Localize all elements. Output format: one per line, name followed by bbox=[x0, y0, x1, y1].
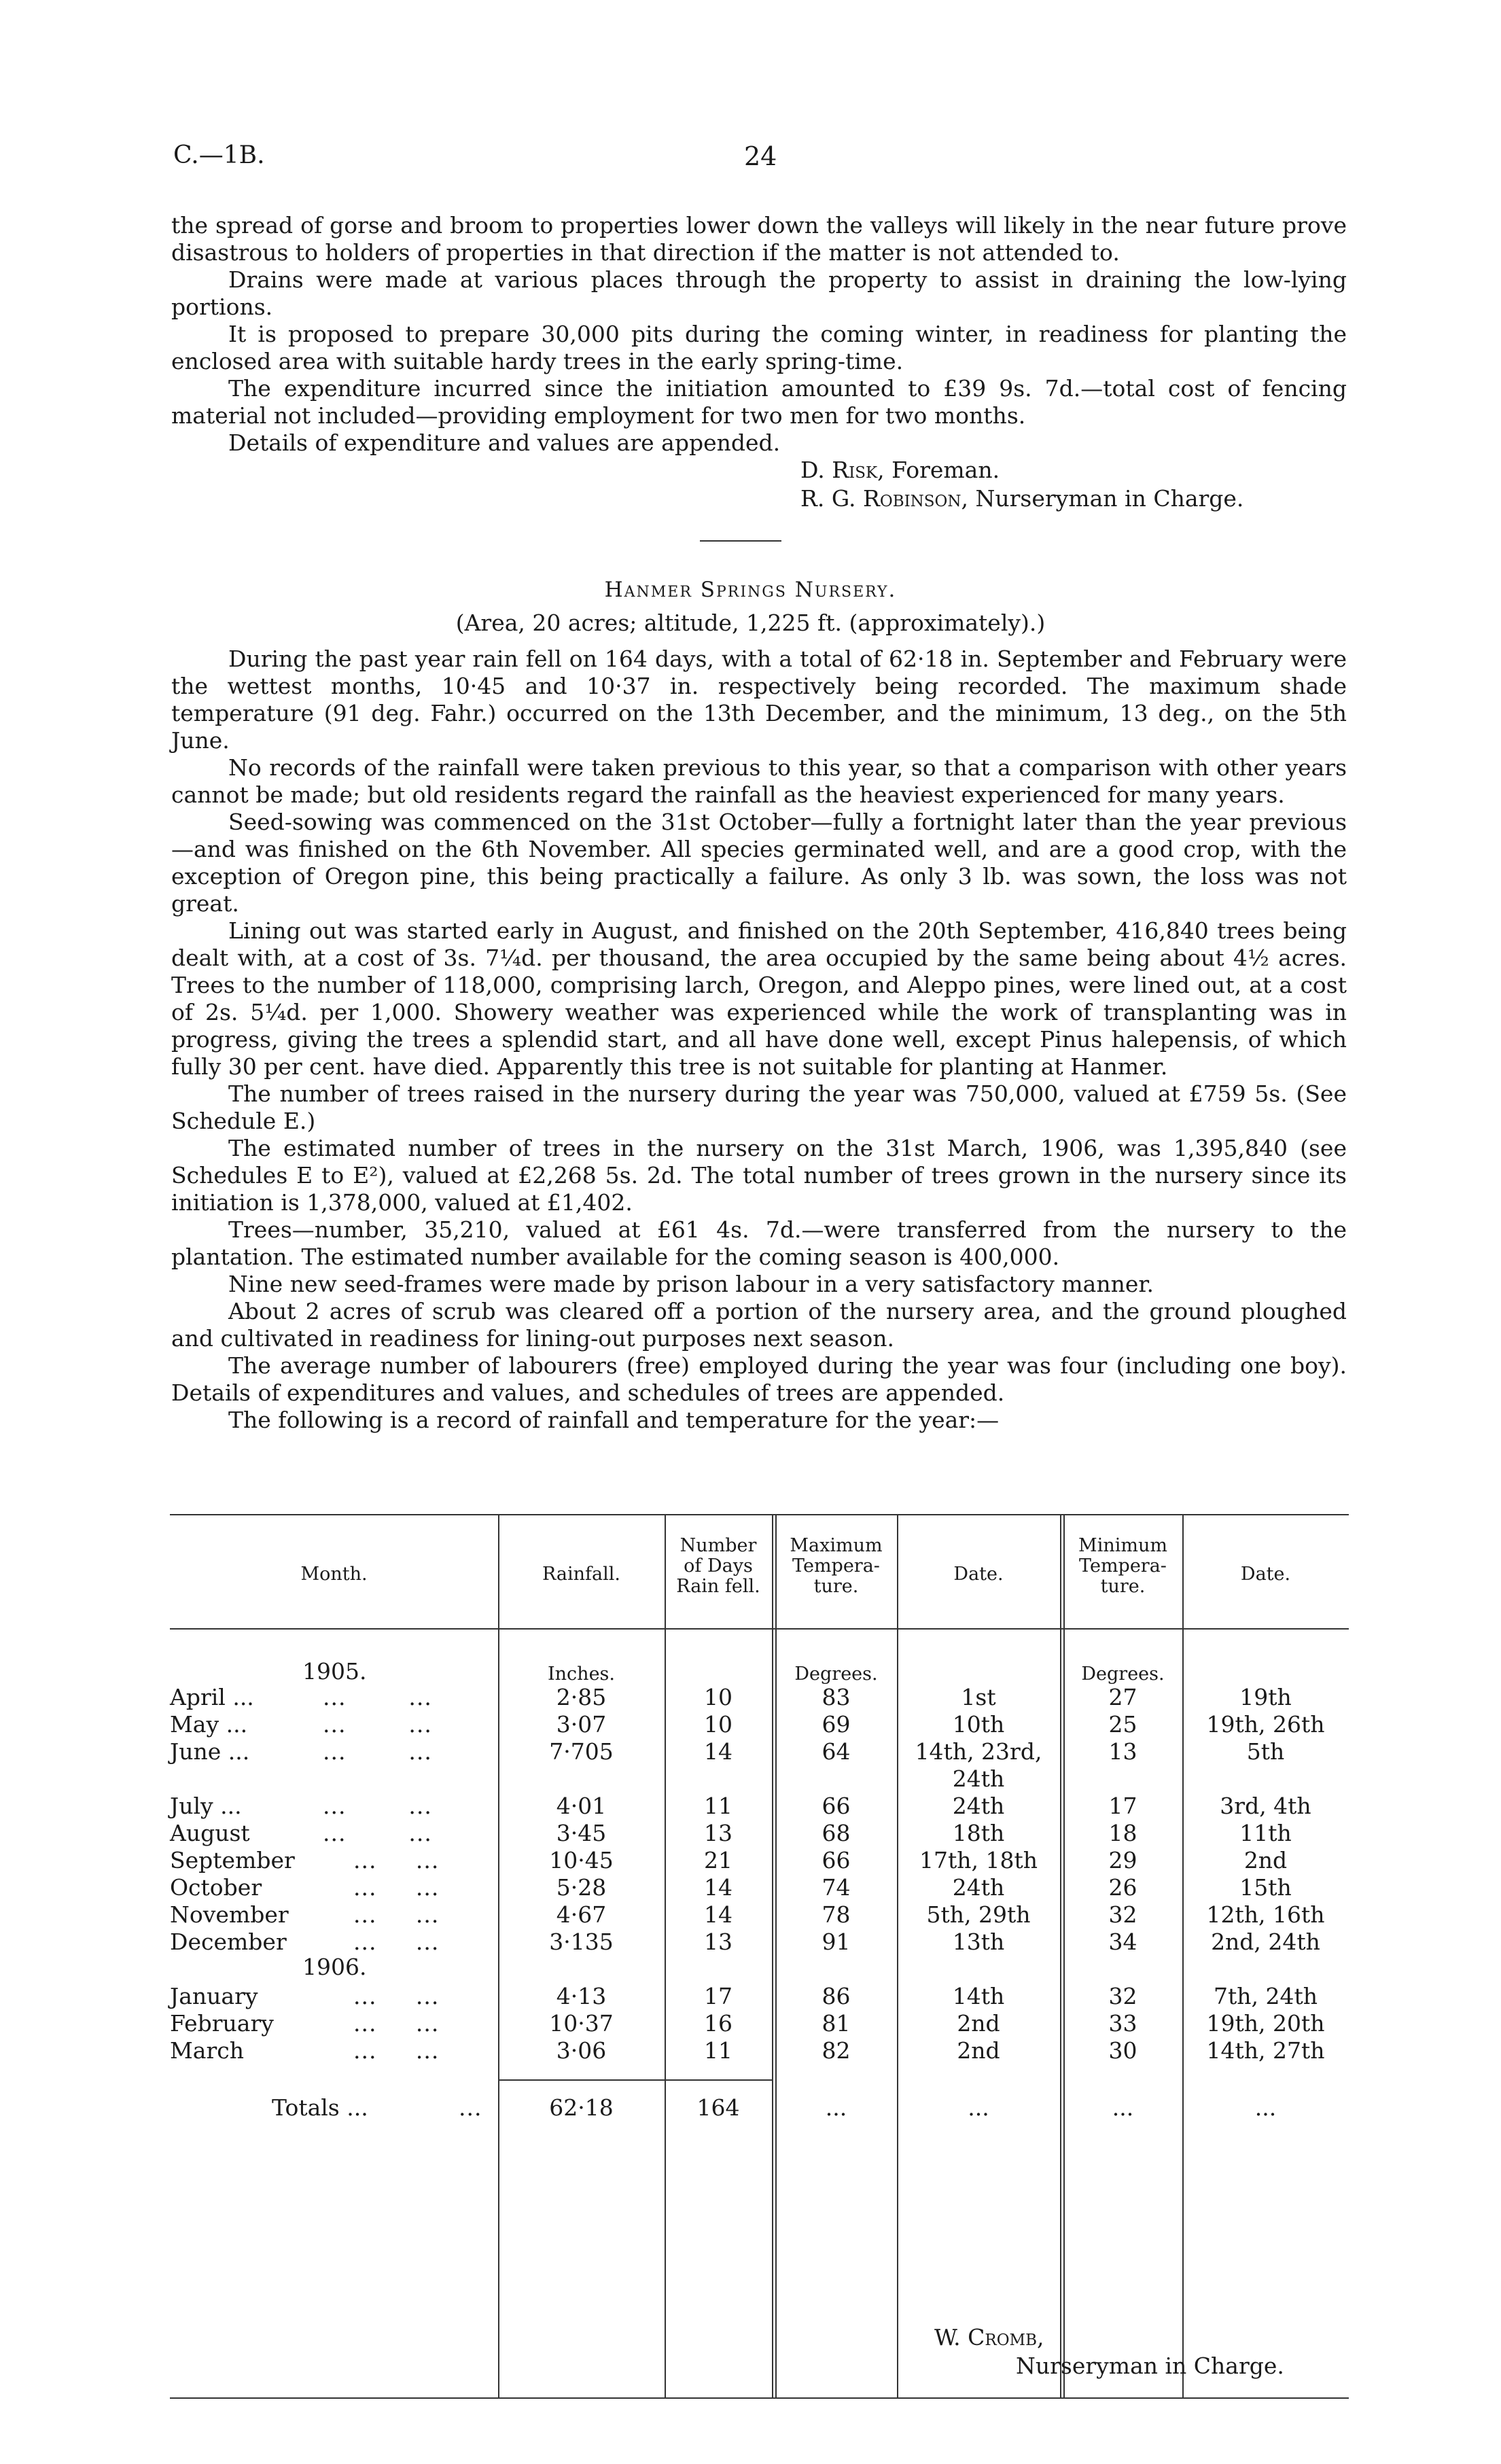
page-header bbox=[173, 141, 1335, 182]
paragraph: The following is a record of rainfall and temperature for the year:— bbox=[228, 1407, 1000, 1433]
date-cell: 11th bbox=[1239, 1820, 1292, 1846]
dot-leader: ... ... bbox=[323, 1793, 432, 1819]
days-cell: 10 bbox=[704, 1684, 732, 1710]
total-rainfall: 62·18 bbox=[549, 2094, 614, 2121]
date-cell: 19th, 26th bbox=[1206, 1711, 1325, 1738]
date-cell: 14th, 27th bbox=[1206, 2037, 1325, 2064]
header-line: of Days bbox=[684, 1555, 753, 1577]
paragraph: About 2 acres of scrub was cleared off a portion of the nursery area, and the ground ploughed and cultivated in readiness for lining-out purposes next season. bbox=[171, 1298, 1347, 1352]
paragraph: The estimated number of trees in the nursery on the 31st March, 1906, was 1,395,840 (see Schedules E to E²), valued at £2,268 5s. 2d. The total number of trees grown in the nursery since its initiation is 1,378,000, valued at £1,402. bbox=[171, 1135, 1347, 1216]
month-cell: December bbox=[170, 1929, 287, 1955]
days-cell: 17 bbox=[704, 1983, 732, 2009]
min-cell: 27 bbox=[1108, 1684, 1137, 1710]
days-cell: 21 bbox=[704, 1847, 732, 1873]
min-cell: 32 bbox=[1108, 1983, 1137, 2009]
dot-leader: ... ... bbox=[353, 1901, 440, 1928]
days-cell: 14 bbox=[704, 1901, 732, 1928]
signature-nurseryman bbox=[800, 485, 1243, 512]
date-cell: 15th bbox=[1239, 1874, 1292, 1901]
totals-label: Totals ... bbox=[272, 2094, 368, 2121]
page-number: 24 bbox=[744, 141, 777, 171]
header-max-temp bbox=[775, 1536, 897, 1597]
table-header-rule bbox=[170, 1628, 1349, 1630]
days-cell: 14 bbox=[704, 1874, 732, 1901]
month-cell: April ... bbox=[170, 1684, 254, 1710]
month-cell: January bbox=[170, 1983, 258, 2009]
days-cell: 13 bbox=[704, 1929, 732, 1955]
header-line: ture. bbox=[1100, 1576, 1146, 1597]
max-cell: 66 bbox=[822, 1793, 851, 1819]
min-cell: 25 bbox=[1108, 1711, 1137, 1738]
header-line: Number bbox=[679, 1535, 757, 1556]
rainfall-cell: 4·67 bbox=[556, 1901, 607, 1928]
signature-comma: , bbox=[1037, 2324, 1044, 2351]
date-cell: 13th bbox=[952, 1929, 1005, 1955]
paragraph: The expenditure incurred since the initiation amounted to £39 9s. 7d.—total cost of fencing material not included—providing employment for two men for two months. bbox=[171, 375, 1347, 429]
month-cell: May ... bbox=[170, 1711, 248, 1738]
date-cell: 2nd bbox=[957, 2037, 1000, 2064]
days-cell: 11 bbox=[704, 1793, 732, 1819]
date-cell: 14th, 23rd, bbox=[915, 1738, 1042, 1765]
header-rainfall: Rainfall. bbox=[542, 1564, 620, 1585]
month-cell: March bbox=[170, 2037, 244, 2064]
header-date-min: Date. bbox=[1240, 1564, 1291, 1585]
dot-leader: ... ... bbox=[353, 1847, 440, 1873]
header-line: ture. bbox=[813, 1576, 859, 1597]
paragraph: Seed-sowing was commenced on the 31st October—fully a fortnight later than the year previous—and was finished on the 6th November. All species germinated well, and are a good crop, with the exception of Oregon pine, this being practically a failure. As only 3 lb. was sown, the loss was not great. bbox=[171, 809, 1347, 917]
dot-leader: ... ... bbox=[353, 1983, 440, 2009]
min-cell: 13 bbox=[1108, 1738, 1137, 1765]
rainfall-cell: 3·135 bbox=[549, 1929, 614, 1955]
signatory-name: R. G. Robinson bbox=[800, 485, 961, 512]
signature-foreman bbox=[800, 457, 1000, 484]
paragraph: Lining out was started early in August, and finished on the 20th September, 416,840 trees being dealt with, at a cost of 3s. 7¼d. per thousand, the area occupied by the same being about 4½ acres. Trees to the number of 118,000, comprising larch, Oregon, and Aleppo pines, were lined out, at a cost of 2s. 5¼d. per 1,000. Showery weather was experienced while the work of transplanting was in progress, giving the trees a splendid start, and all have done well, except Pinus halepensis, of which fully 30 per cent. have died. Apparently this tree is not suitable for planting at Hanmer. bbox=[171, 917, 1347, 1080]
signatory-name: D. Risk bbox=[800, 457, 878, 483]
max-cell: 91 bbox=[822, 1929, 851, 1955]
rainfall-cell: 3·45 bbox=[556, 1820, 607, 1846]
paragraph: During the past year rain fell on 164 days, with a total of 62·18 in. September and February were the wettest months, 10·45 and 10·37 in. respectively being recorded. The maximum shade temperature (91 deg. Fahr.) occurred on the 13th December, and the minimum, 13 deg., on the 5th June. bbox=[171, 646, 1347, 754]
month-cell: February bbox=[170, 2010, 274, 2037]
max-cell: 78 bbox=[822, 1901, 851, 1928]
max-cell: 86 bbox=[822, 1983, 851, 2009]
rainfall-temperature-table bbox=[170, 1509, 1349, 2121]
min-cell: 26 bbox=[1108, 1874, 1137, 1901]
rainfall-cell: 3·06 bbox=[556, 2037, 607, 2064]
date-cell: 12th, 16th bbox=[1206, 1901, 1325, 1928]
totals-rule bbox=[498, 2079, 772, 2081]
header-min-temp bbox=[1063, 1536, 1182, 1597]
total-min: ... bbox=[1112, 2094, 1134, 2121]
header-date-max: Date. bbox=[953, 1564, 1004, 1585]
rainfall-cell: 3·07 bbox=[556, 1711, 607, 1738]
date-cell: 24th bbox=[952, 1874, 1005, 1901]
date-cell: 14th bbox=[952, 1983, 1005, 2009]
days-cell: 14 bbox=[704, 1738, 732, 1765]
max-cell: 83 bbox=[822, 1684, 851, 1710]
year-label: 1906. bbox=[302, 1954, 367, 1980]
column-rule bbox=[775, 1514, 777, 2397]
header-days bbox=[665, 1536, 772, 1597]
signatory-role: , Nurseryman in Charge. bbox=[961, 485, 1244, 512]
paragraph: Drains were made at various places through the property to assist in draining the low-lying portions. bbox=[171, 266, 1347, 320]
date-cell: 19th, 20th bbox=[1206, 2010, 1325, 2037]
header-line: Rain fell. bbox=[676, 1576, 760, 1597]
header-month: Month. bbox=[300, 1564, 368, 1585]
date-cell: 5th, 29th bbox=[926, 1901, 1031, 1928]
days-cell: 10 bbox=[704, 1711, 732, 1738]
signature-bottom-name bbox=[934, 2324, 1044, 2351]
table-top-rule bbox=[170, 1514, 1349, 1515]
month-cell: November bbox=[170, 1901, 289, 1928]
paragraph: the spread of gorse and broom to properties lower down the valleys will likely in the near future prove disastrous to holders of properties in that direction if the matter is not attended to. bbox=[171, 212, 1347, 266]
section-title: Hanmer Springs Nursery. bbox=[604, 578, 897, 602]
days-cell: 11 bbox=[704, 2037, 732, 2064]
date-cell: 10th bbox=[952, 1711, 1005, 1738]
total-max: ... bbox=[825, 2094, 847, 2121]
date-cell: 2nd bbox=[957, 2010, 1000, 2037]
paragraph: Details of expenditure and values are appended. bbox=[228, 429, 781, 456]
paragraph: The number of trees raised in the nursery during the year was 750,000, valued at £759 5s. (See Schedule E.) bbox=[171, 1080, 1347, 1134]
intro-text bbox=[171, 212, 1347, 457]
units-rainfall: Inches. bbox=[548, 1664, 615, 1685]
max-cell: 69 bbox=[822, 1711, 851, 1738]
section-divider bbox=[700, 540, 781, 542]
date-cell: 5th bbox=[1246, 1738, 1285, 1765]
dot-leader: ... ... bbox=[353, 1929, 440, 1955]
rainfall-cell: 7·705 bbox=[549, 1738, 614, 1765]
paragraph: Nine new seed-frames were made by prison labour in a very satisfactory manner. bbox=[228, 1271, 1154, 1297]
date-cell: 18th bbox=[952, 1820, 1005, 1846]
date-cell: 7th, 24th bbox=[1214, 1983, 1318, 2009]
month-cell: September bbox=[170, 1847, 295, 1873]
column-rule bbox=[1060, 1514, 1061, 2397]
signature-bottom-role: Nurseryman in Charge. bbox=[1016, 2353, 1284, 2379]
rainfall-cell: 10·45 bbox=[549, 1847, 614, 1873]
rainfall-cell: 10·37 bbox=[549, 2010, 614, 2037]
column-rule bbox=[1182, 1514, 1184, 2397]
total-date: ... bbox=[968, 2094, 989, 2121]
date-cell-continued: 24th bbox=[952, 1765, 1005, 1792]
month-cell: July ... bbox=[170, 1793, 242, 1819]
rainfall-cell: 4·01 bbox=[556, 1793, 607, 1819]
column-rule bbox=[498, 1514, 499, 2397]
header-line: Tempera- bbox=[792, 1555, 880, 1577]
rainfall-cell: 2·85 bbox=[556, 1684, 607, 1710]
days-cell: 13 bbox=[704, 1820, 732, 1846]
paragraph: No records of the rainfall were taken previous to this year, so that a comparison with other years cannot be made; but old residents regard the rainfall as the heaviest experienced for many years. bbox=[171, 754, 1347, 808]
dot-leader: ... ... bbox=[353, 2037, 440, 2064]
dot-leader: ... ... bbox=[353, 2010, 440, 2037]
dot-leader: ... bbox=[459, 2094, 482, 2121]
rainfall-cell: 4·13 bbox=[556, 1983, 607, 2009]
min-cell: 32 bbox=[1108, 1901, 1137, 1928]
rainfall-cell: 5·28 bbox=[556, 1874, 607, 1901]
column-rule bbox=[1063, 1514, 1065, 2397]
min-cell: 17 bbox=[1108, 1793, 1137, 1819]
min-cell: 33 bbox=[1108, 2010, 1137, 2037]
column-rule bbox=[897, 1514, 898, 2397]
table-bottom-rule bbox=[170, 2397, 1349, 2399]
header-line: Tempera- bbox=[1079, 1555, 1167, 1577]
section-body bbox=[171, 646, 1347, 1434]
dot-leader: ... ... bbox=[323, 1711, 432, 1738]
column-rule bbox=[665, 1514, 666, 2397]
min-cell: 18 bbox=[1108, 1820, 1137, 1846]
paragraph: It is proposed to prepare 30,000 pits during the coming winter, in readiness for planting the enclosed area with suitable hardy trees in the early spring-time. bbox=[171, 321, 1347, 374]
min-cell: 34 bbox=[1108, 1929, 1137, 1955]
min-cell: 30 bbox=[1108, 2037, 1137, 2064]
document-reference: C.—1B. bbox=[173, 141, 265, 169]
total-days: 164 bbox=[696, 2094, 740, 2121]
signatory-role: , Foreman. bbox=[877, 457, 1000, 483]
max-cell: 81 bbox=[822, 2010, 851, 2037]
total-date: ... bbox=[1254, 2094, 1277, 2121]
date-cell: 3rd, 4th bbox=[1220, 1793, 1311, 1819]
month-cell: June ... bbox=[170, 1738, 250, 1765]
dot-leader: ... ... bbox=[323, 1820, 432, 1846]
year-label: 1905. bbox=[302, 1658, 367, 1685]
max-cell: 66 bbox=[822, 1847, 851, 1873]
column-rule bbox=[772, 1514, 773, 2397]
max-cell: 68 bbox=[822, 1820, 851, 1846]
date-cell: 2nd bbox=[1243, 1847, 1288, 1873]
dot-leader: ... ... bbox=[323, 1738, 432, 1765]
min-cell: 29 bbox=[1108, 1847, 1137, 1873]
dot-leader: ... ... bbox=[323, 1684, 432, 1710]
date-cell: 17th, 18th bbox=[919, 1847, 1038, 1873]
dot-leader: ... ... bbox=[353, 1874, 440, 1901]
units-max: Degrees. bbox=[794, 1664, 878, 1685]
units-min: Degrees. bbox=[1081, 1664, 1165, 1685]
max-cell: 64 bbox=[822, 1738, 851, 1765]
paragraph: The average number of labourers (free) employed during the year was four (including one boy). Details of expenditures and values, and schedules of trees are appended. bbox=[171, 1352, 1347, 1406]
month-cell: October bbox=[170, 1874, 262, 1901]
date-cell: 1st bbox=[961, 1684, 996, 1710]
header-line: Maximum bbox=[790, 1535, 883, 1556]
paragraph: Trees—number, 35,210, valued at £61 4s. 7d.—were transferred from the nursery to the plantation. The estimated number available for the coming season is 400,000. bbox=[171, 1216, 1347, 1270]
max-cell: 74 bbox=[822, 1874, 851, 1901]
month-cell: August bbox=[170, 1820, 250, 1846]
date-cell: 19th bbox=[1239, 1684, 1292, 1710]
days-cell: 16 bbox=[704, 2010, 732, 2037]
date-cell: 2nd, 24th bbox=[1211, 1929, 1320, 1955]
date-cell: 24th bbox=[952, 1793, 1005, 1819]
signatory-name: W. Cromb bbox=[934, 2324, 1038, 2351]
section-subtitle: (Area, 20 acres; altitude, 1,225 ft. (approximately).) bbox=[455, 610, 1046, 636]
header-line: Minimum bbox=[1078, 1535, 1167, 1556]
max-cell: 82 bbox=[822, 2037, 851, 2064]
